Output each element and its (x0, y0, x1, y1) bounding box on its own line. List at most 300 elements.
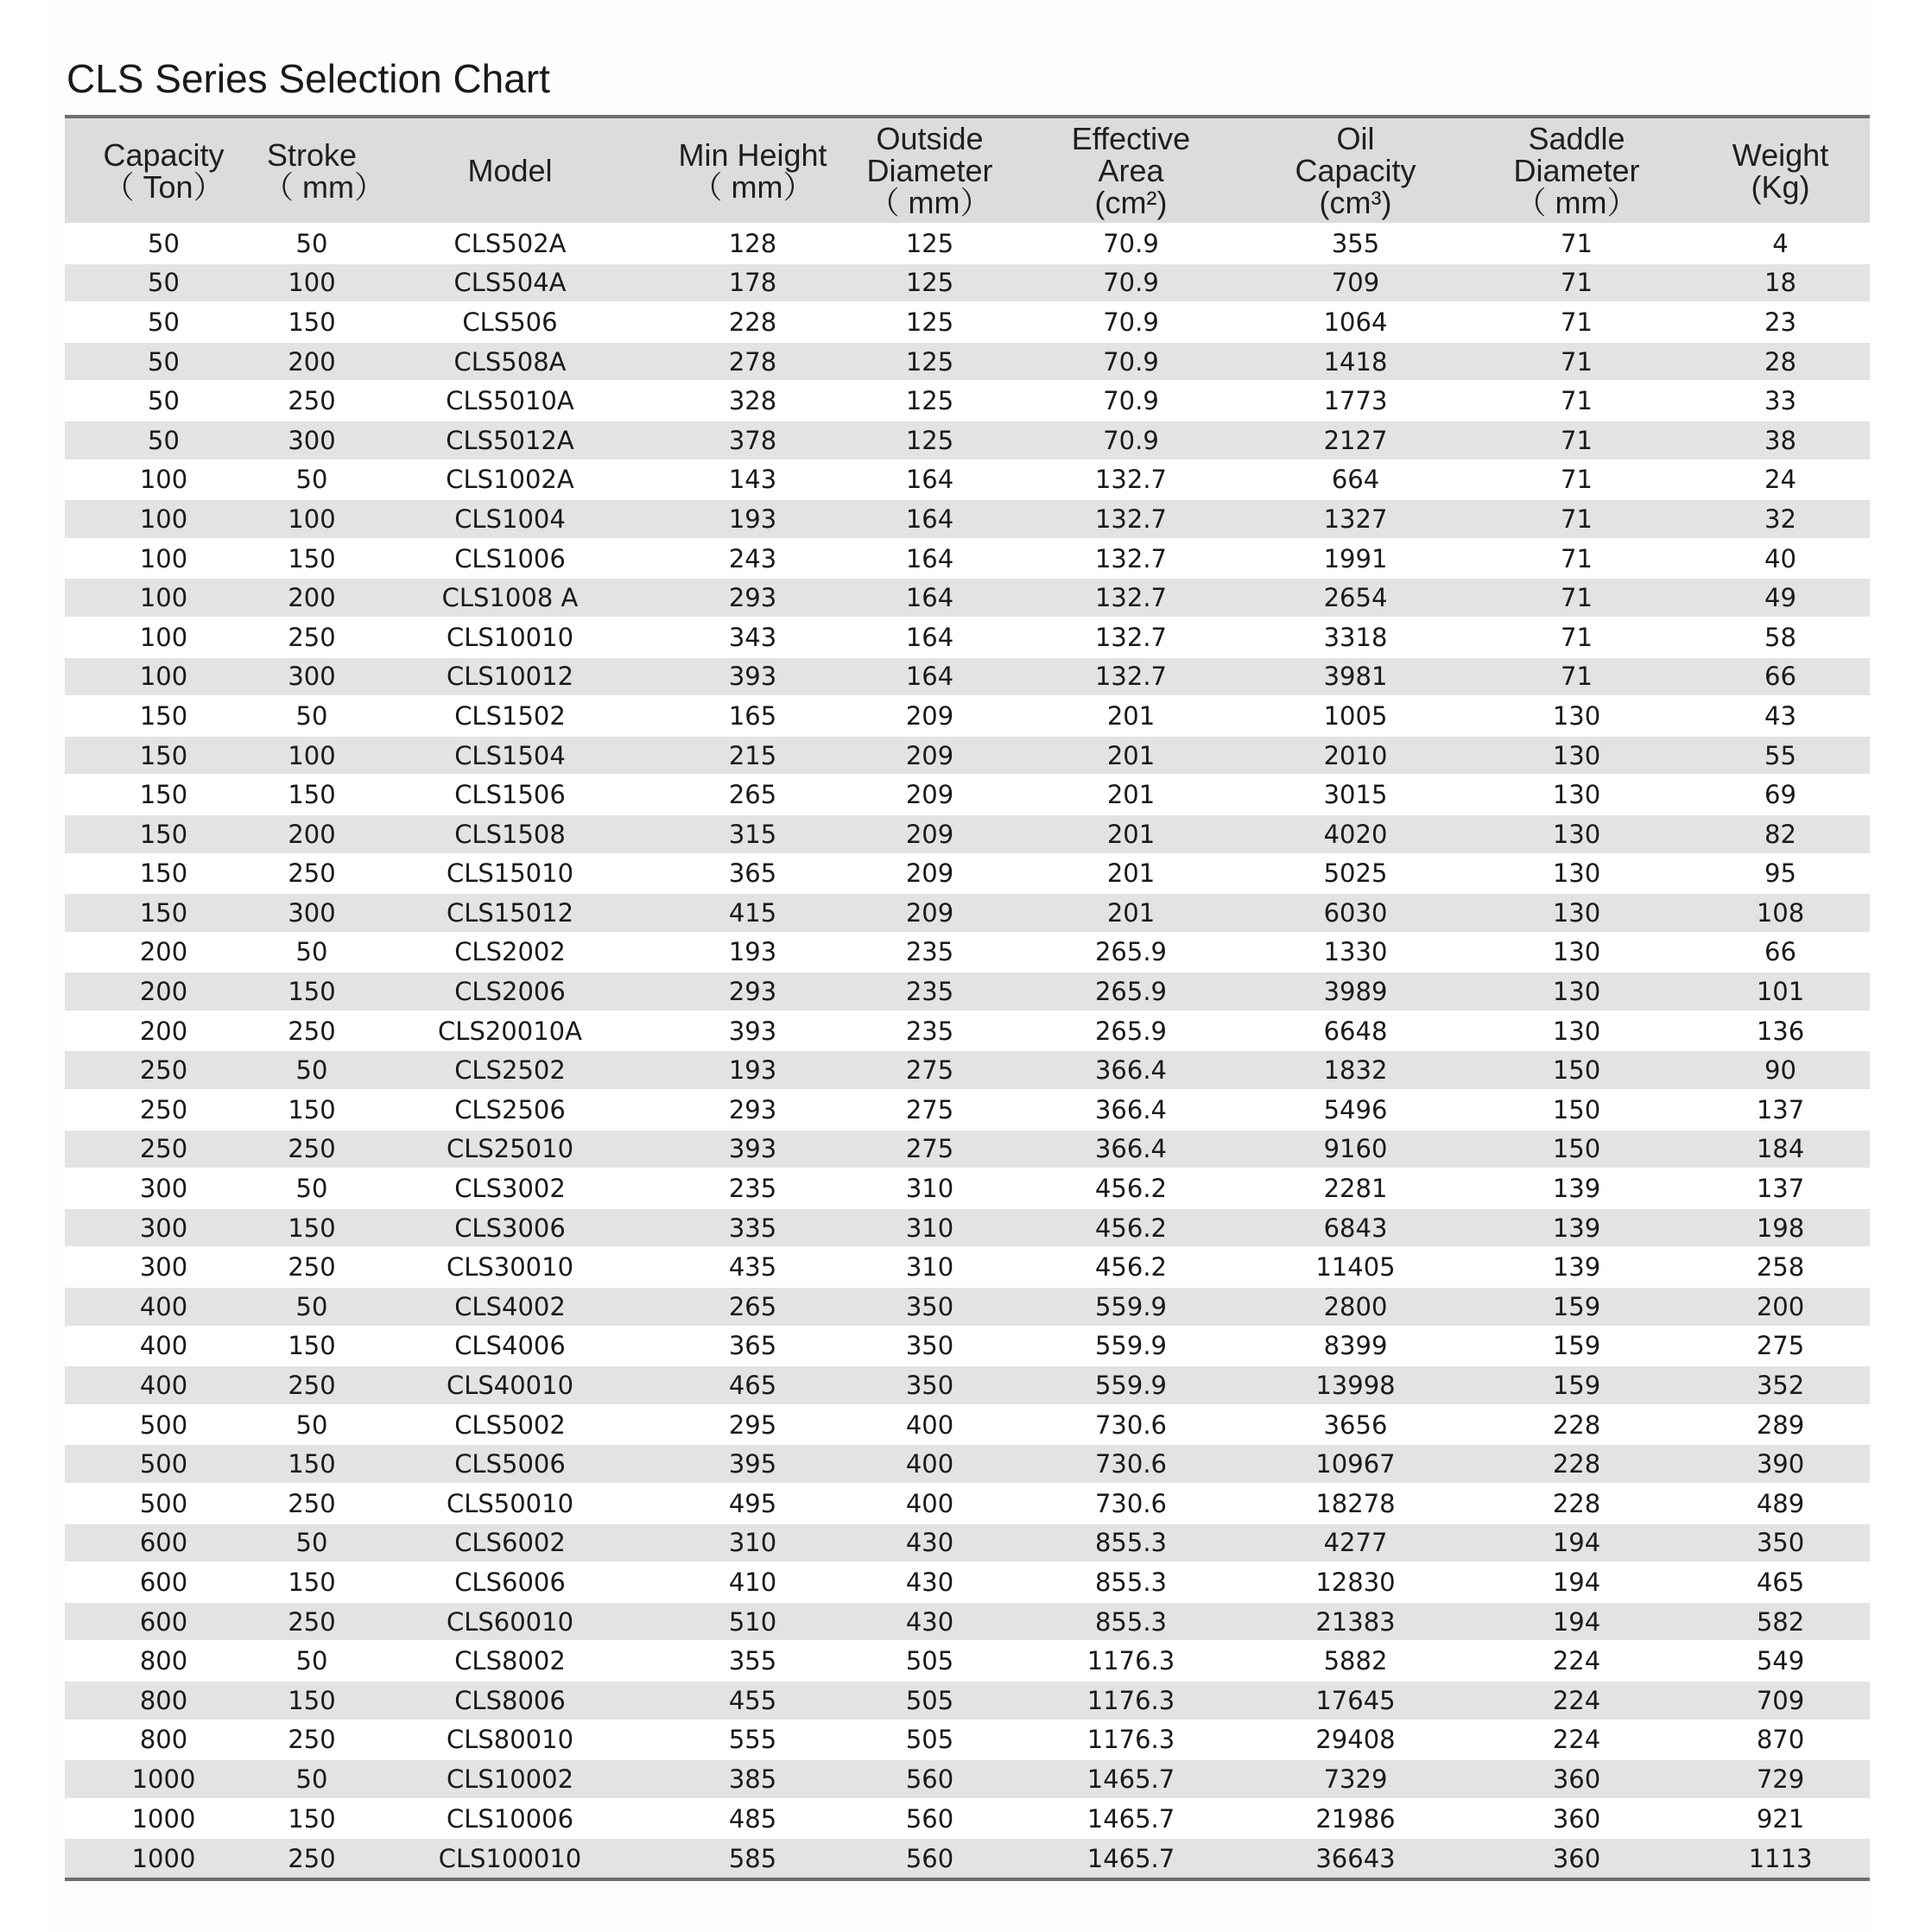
column-header-line: （ mm） (263, 168, 385, 205)
table-row (65, 460, 1870, 500)
cell-stroke: 50 (263, 1169, 361, 1208)
table-row (65, 1523, 1870, 1563)
cell-effective-area: 265.9 (1013, 972, 1249, 1011)
cell-outside-diameter: 505 (846, 1720, 1013, 1760)
cell-outside-diameter: 164 (846, 618, 1013, 657)
cell-weight: 40 (1691, 539, 1870, 579)
cell-model: CLS60010 (361, 1602, 659, 1642)
cell-oil-capacity: 1991 (1249, 539, 1462, 579)
table-row (65, 1405, 1870, 1445)
cell-min-height: 293 (659, 972, 846, 1011)
cell-capacity: 400 (65, 1287, 263, 1327)
cell-saddle-diameter: 139 (1462, 1169, 1691, 1208)
cell-min-height: 485 (659, 1799, 846, 1839)
cell-saddle-diameter: 228 (1462, 1484, 1691, 1523)
cell-weight: 184 (1691, 1130, 1870, 1169)
cell-model: CLS2506 (361, 1090, 659, 1130)
cell-effective-area: 70.9 (1013, 224, 1249, 263)
cell-capacity: 500 (65, 1405, 263, 1445)
column-header-capacity (65, 118, 263, 224)
cell-effective-area: 855.3 (1013, 1562, 1249, 1602)
cell-model: CLS2502 (361, 1050, 659, 1090)
cell-oil-capacity: 6843 (1249, 1208, 1462, 1248)
cell-outside-diameter: 350 (846, 1327, 1013, 1366)
cell-min-height: 128 (659, 224, 846, 263)
cell-stroke: 250 (263, 1130, 361, 1169)
table-row (65, 1641, 1870, 1681)
cell-model: CLS1006 (361, 539, 659, 579)
cell-stroke: 50 (263, 1287, 361, 1327)
cell-saddle-diameter: 130 (1462, 1011, 1691, 1051)
table-row (65, 578, 1870, 618)
cell-min-height: 178 (659, 263, 846, 303)
column-header-line: (cm³) (1319, 185, 1392, 220)
cell-outside-diameter: 350 (846, 1365, 1013, 1405)
column-header-line: Model (467, 153, 553, 188)
table-row (65, 893, 1870, 933)
cell-weight: 58 (1691, 618, 1870, 657)
cell-saddle-diameter: 130 (1462, 893, 1691, 933)
cell-outside-diameter: 209 (846, 775, 1013, 814)
cell-stroke: 50 (263, 933, 361, 972)
cell-oil-capacity: 1832 (1249, 1050, 1462, 1090)
cell-stroke: 200 (263, 342, 361, 382)
cell-weight: 729 (1691, 1759, 1870, 1799)
cell-capacity: 50 (65, 224, 263, 263)
cell-capacity: 600 (65, 1562, 263, 1602)
cell-effective-area: 559.9 (1013, 1327, 1249, 1366)
cell-stroke: 100 (263, 499, 361, 539)
cell-capacity: 600 (65, 1602, 263, 1642)
cell-oil-capacity: 5496 (1249, 1090, 1462, 1130)
cell-oil-capacity: 709 (1249, 263, 1462, 303)
cell-model: CLS10002 (361, 1759, 659, 1799)
cell-saddle-diameter: 130 (1462, 736, 1691, 776)
cell-weight: 289 (1691, 1405, 1870, 1445)
cell-stroke: 300 (263, 421, 361, 460)
cell-oil-capacity: 5025 (1249, 854, 1462, 894)
cell-model: CLS504A (361, 263, 659, 303)
table-row (65, 381, 1870, 421)
selection-table (65, 118, 1870, 1878)
cell-weight: 137 (1691, 1090, 1870, 1130)
cell-outside-diameter: 400 (846, 1484, 1013, 1523)
cell-min-height: 343 (659, 618, 846, 657)
cell-capacity: 200 (65, 1011, 263, 1051)
cell-outside-diameter: 400 (846, 1405, 1013, 1445)
cell-capacity: 50 (65, 381, 263, 421)
cell-stroke: 250 (263, 1720, 361, 1760)
column-header-line: （ mm） (691, 168, 814, 205)
cell-min-height: 395 (659, 1444, 846, 1484)
cell-model: CLS5006 (361, 1444, 659, 1484)
cell-weight: 870 (1691, 1720, 1870, 1760)
cell-min-height: 243 (659, 539, 846, 579)
cell-effective-area: 201 (1013, 814, 1249, 854)
cell-oil-capacity: 18278 (1249, 1484, 1462, 1523)
cell-model: CLS1008 A (361, 578, 659, 618)
cell-capacity: 150 (65, 775, 263, 814)
cell-saddle-diameter: 150 (1462, 1050, 1691, 1090)
cell-capacity: 500 (65, 1444, 263, 1484)
cell-effective-area: 265.9 (1013, 933, 1249, 972)
table-row (65, 539, 1870, 579)
cell-saddle-diameter: 139 (1462, 1208, 1691, 1248)
column-header-line: (Kg) (1751, 168, 1810, 205)
cell-min-height: 165 (659, 696, 846, 736)
table-row (65, 933, 1870, 972)
cell-min-height: 555 (659, 1720, 846, 1760)
cell-weight: 82 (1691, 814, 1870, 854)
cell-capacity: 800 (65, 1720, 263, 1760)
table-row (65, 1287, 1870, 1327)
table-row (65, 1365, 1870, 1405)
column-header-line: Weight (1732, 136, 1829, 173)
cell-weight: 1113 (1691, 1838, 1870, 1878)
cell-outside-diameter: 209 (846, 893, 1013, 933)
cell-saddle-diameter: 360 (1462, 1759, 1691, 1799)
selection-chart (65, 115, 1870, 1881)
cell-saddle-diameter: 71 (1462, 302, 1691, 342)
cell-capacity: 400 (65, 1365, 263, 1405)
cell-stroke: 100 (263, 263, 361, 303)
cell-capacity: 250 (65, 1090, 263, 1130)
table-body (65, 224, 1870, 1878)
cell-weight: 136 (1691, 1011, 1870, 1051)
cell-capacity: 100 (65, 539, 263, 579)
cell-saddle-diameter: 159 (1462, 1287, 1691, 1327)
column-header-line: Area (1098, 153, 1164, 188)
cell-stroke: 300 (263, 893, 361, 933)
cell-model: CLS20010A (361, 1011, 659, 1051)
cell-outside-diameter: 430 (846, 1523, 1013, 1563)
cell-outside-diameter: 430 (846, 1562, 1013, 1602)
cell-effective-area: 201 (1013, 775, 1249, 814)
cell-weight: 32 (1691, 499, 1870, 539)
cell-model: CLS25010 (361, 1130, 659, 1169)
cell-capacity: 800 (65, 1641, 263, 1681)
cell-oil-capacity: 4020 (1249, 814, 1462, 854)
cell-weight: 352 (1691, 1365, 1870, 1405)
table-row (65, 1759, 1870, 1799)
cell-model: CLS8006 (361, 1681, 659, 1720)
cell-stroke: 150 (263, 1562, 361, 1602)
cell-capacity: 800 (65, 1681, 263, 1720)
cell-effective-area: 132.7 (1013, 578, 1249, 618)
table-row (65, 696, 1870, 736)
table-row (65, 263, 1870, 303)
cell-stroke: 250 (263, 854, 361, 894)
cell-weight: 90 (1691, 1050, 1870, 1090)
table-row (65, 657, 1870, 697)
cell-effective-area: 730.6 (1013, 1484, 1249, 1523)
cell-saddle-diameter: 71 (1462, 657, 1691, 697)
cell-stroke: 50 (263, 1050, 361, 1090)
cell-oil-capacity: 2010 (1249, 736, 1462, 776)
cell-effective-area: 265.9 (1013, 1011, 1249, 1051)
cell-effective-area: 201 (1013, 854, 1249, 894)
column-header-stroke (263, 118, 385, 224)
cell-weight: 350 (1691, 1523, 1870, 1563)
cell-saddle-diameter: 130 (1462, 933, 1691, 972)
cell-stroke: 150 (263, 1444, 361, 1484)
cell-saddle-diameter: 71 (1462, 381, 1691, 421)
table-row (65, 1050, 1870, 1090)
cell-oil-capacity: 2654 (1249, 578, 1462, 618)
cell-model: CLS40010 (361, 1365, 659, 1405)
cell-min-height: 415 (659, 893, 846, 933)
cell-min-height: 355 (659, 1641, 846, 1681)
table-row (65, 1720, 1870, 1760)
cell-model: CLS15012 (361, 893, 659, 933)
cell-saddle-diameter: 130 (1462, 854, 1691, 894)
cell-saddle-diameter: 71 (1462, 342, 1691, 382)
cell-outside-diameter: 275 (846, 1090, 1013, 1130)
cell-oil-capacity: 3318 (1249, 618, 1462, 657)
cell-stroke: 50 (263, 1641, 361, 1681)
table-row (65, 499, 1870, 539)
column-header-line: Capacity (1295, 153, 1416, 188)
cell-oil-capacity: 3656 (1249, 1405, 1462, 1445)
cell-outside-diameter: 400 (846, 1444, 1013, 1484)
column-header-line: Oil (1336, 121, 1375, 156)
cell-oil-capacity: 3015 (1249, 775, 1462, 814)
cell-effective-area: 70.9 (1013, 421, 1249, 460)
cell-oil-capacity: 11405 (1249, 1247, 1462, 1287)
cell-capacity: 250 (65, 1130, 263, 1169)
cell-effective-area: 855.3 (1013, 1602, 1249, 1642)
cell-saddle-diameter: 224 (1462, 1681, 1691, 1720)
cell-capacity: 200 (65, 933, 263, 972)
cell-effective-area: 70.9 (1013, 342, 1249, 382)
column-header-line: Diameter (866, 153, 993, 188)
cell-weight: 33 (1691, 381, 1870, 421)
cell-saddle-diameter: 71 (1462, 224, 1691, 263)
cell-saddle-diameter: 71 (1462, 263, 1691, 303)
column-header-line: （ mm） (868, 185, 991, 220)
cell-stroke: 200 (263, 814, 361, 854)
cell-effective-area: 201 (1013, 893, 1249, 933)
table-row (65, 972, 1870, 1011)
cell-saddle-diameter: 360 (1462, 1838, 1691, 1878)
cell-capacity: 100 (65, 578, 263, 618)
cell-outside-diameter: 275 (846, 1130, 1013, 1169)
cell-model: CLS15010 (361, 854, 659, 894)
table-row (65, 224, 1870, 263)
cell-weight: 95 (1691, 854, 1870, 894)
cell-capacity: 500 (65, 1484, 263, 1523)
cell-weight: 108 (1691, 893, 1870, 933)
cell-weight: 4 (1691, 224, 1870, 263)
cell-oil-capacity: 6648 (1249, 1011, 1462, 1051)
cell-outside-diameter: 310 (846, 1247, 1013, 1287)
cell-saddle-diameter: 360 (1462, 1799, 1691, 1839)
cell-effective-area: 70.9 (1013, 263, 1249, 303)
table-row (65, 421, 1870, 460)
cell-oil-capacity: 5882 (1249, 1641, 1462, 1681)
cell-stroke: 150 (263, 775, 361, 814)
cell-oil-capacity: 21383 (1249, 1602, 1462, 1642)
cell-oil-capacity: 9160 (1249, 1130, 1462, 1169)
cell-outside-diameter: 209 (846, 696, 1013, 736)
cell-oil-capacity: 7329 (1249, 1759, 1462, 1799)
cell-weight: 582 (1691, 1602, 1870, 1642)
cell-effective-area: 456.2 (1013, 1169, 1249, 1208)
table-bottom-rule (65, 1878, 1870, 1881)
cell-outside-diameter: 235 (846, 972, 1013, 1011)
cell-weight: 275 (1691, 1327, 1870, 1366)
cell-model: CLS1506 (361, 775, 659, 814)
cell-oil-capacity: 2127 (1249, 421, 1462, 460)
column-header-line: Capacity (103, 136, 225, 173)
cell-min-height: 585 (659, 1838, 846, 1878)
cell-effective-area: 559.9 (1013, 1287, 1249, 1327)
cell-outside-diameter: 310 (846, 1169, 1013, 1208)
cell-model: CLS8002 (361, 1641, 659, 1681)
cell-weight: 66 (1691, 933, 1870, 972)
cell-oil-capacity: 355 (1249, 224, 1462, 263)
table-row (65, 342, 1870, 382)
cell-capacity: 50 (65, 421, 263, 460)
cell-stroke: 150 (263, 1799, 361, 1839)
cell-effective-area: 132.7 (1013, 499, 1249, 539)
cell-stroke: 100 (263, 736, 361, 776)
cell-stroke: 300 (263, 657, 361, 697)
cell-weight: 66 (1691, 657, 1870, 697)
column-header-effective-area (1013, 118, 1249, 224)
table-row (65, 1681, 1870, 1720)
cell-min-height: 495 (659, 1484, 846, 1523)
cell-outside-diameter: 209 (846, 814, 1013, 854)
cell-model: CLS30010 (361, 1247, 659, 1287)
cell-weight: 49 (1691, 578, 1870, 618)
cell-weight: 43 (1691, 696, 1870, 736)
cell-capacity: 150 (65, 814, 263, 854)
cell-model: CLS5010A (361, 381, 659, 421)
cell-effective-area: 1176.3 (1013, 1681, 1249, 1720)
cell-min-height: 143 (659, 460, 846, 500)
cell-weight: 390 (1691, 1444, 1870, 1484)
cell-stroke: 50 (263, 224, 361, 263)
cell-oil-capacity: 1418 (1249, 342, 1462, 382)
cell-saddle-diameter: 159 (1462, 1327, 1691, 1366)
cell-min-height: 315 (659, 814, 846, 854)
cell-capacity: 150 (65, 854, 263, 894)
cell-saddle-diameter: 150 (1462, 1130, 1691, 1169)
cell-oil-capacity: 664 (1249, 460, 1462, 500)
chart-title: CLS Series Selection Chart (67, 56, 550, 101)
cell-min-height: 393 (659, 657, 846, 697)
table-row (65, 1011, 1870, 1051)
cell-oil-capacity: 1064 (1249, 302, 1462, 342)
cell-model: CLS10006 (361, 1799, 659, 1839)
cell-effective-area: 1465.7 (1013, 1799, 1249, 1839)
cell-min-height: 378 (659, 421, 846, 460)
cell-min-height: 278 (659, 342, 846, 382)
cell-min-height: 410 (659, 1562, 846, 1602)
cell-effective-area: 132.7 (1013, 460, 1249, 500)
cell-effective-area: 730.6 (1013, 1405, 1249, 1445)
cell-min-height: 193 (659, 1050, 846, 1090)
cell-weight: 549 (1691, 1641, 1870, 1681)
cell-model: CLS2002 (361, 933, 659, 972)
cell-model: CLS10012 (361, 657, 659, 697)
cell-outside-diameter: 275 (846, 1050, 1013, 1090)
cell-oil-capacity: 21986 (1249, 1799, 1462, 1839)
cell-saddle-diameter: 228 (1462, 1444, 1691, 1484)
cell-stroke: 50 (263, 1759, 361, 1799)
cell-weight: 69 (1691, 775, 1870, 814)
cell-model: CLS2006 (361, 972, 659, 1011)
cell-weight: 489 (1691, 1484, 1870, 1523)
column-header-min-height (659, 118, 846, 224)
cell-oil-capacity: 17645 (1249, 1681, 1462, 1720)
column-header-line: （ Ton） (103, 168, 225, 205)
cell-capacity: 600 (65, 1523, 263, 1563)
cell-min-height: 455 (659, 1681, 846, 1720)
table-row (65, 302, 1870, 342)
cell-weight: 101 (1691, 972, 1870, 1011)
table-row (65, 1169, 1870, 1208)
cell-outside-diameter: 164 (846, 539, 1013, 579)
cell-saddle-diameter: 150 (1462, 1090, 1691, 1130)
cell-model: CLS4002 (361, 1287, 659, 1327)
cell-model: CLS1508 (361, 814, 659, 854)
table-row (65, 1838, 1870, 1878)
cell-stroke: 50 (263, 1523, 361, 1563)
cell-min-height: 228 (659, 302, 846, 342)
column-header-line: Min Height (678, 136, 827, 173)
cell-oil-capacity: 1005 (1249, 696, 1462, 736)
cell-capacity: 50 (65, 263, 263, 303)
cell-stroke: 250 (263, 1484, 361, 1523)
cell-oil-capacity: 1330 (1249, 933, 1462, 972)
cell-model: CLS80010 (361, 1720, 659, 1760)
cell-effective-area: 1465.7 (1013, 1838, 1249, 1878)
cell-saddle-diameter: 130 (1462, 972, 1691, 1011)
table-row (65, 1327, 1870, 1366)
cell-model: CLS3002 (361, 1169, 659, 1208)
cell-capacity: 400 (65, 1327, 263, 1366)
cell-outside-diameter: 164 (846, 499, 1013, 539)
cell-model: CLS5002 (361, 1405, 659, 1445)
cell-outside-diameter: 125 (846, 342, 1013, 382)
cell-min-height: 265 (659, 775, 846, 814)
cell-model: CLS10010 (361, 618, 659, 657)
column-header-saddle-diameter (1462, 118, 1691, 224)
cell-weight: 24 (1691, 460, 1870, 500)
cell-weight: 18 (1691, 263, 1870, 303)
table-row (65, 736, 1870, 776)
cell-min-height: 465 (659, 1365, 846, 1405)
cell-effective-area: 201 (1013, 696, 1249, 736)
cell-model: CLS3006 (361, 1208, 659, 1248)
column-header-weight (1691, 118, 1870, 224)
cell-min-height: 435 (659, 1247, 846, 1287)
cell-model: CLS506 (361, 302, 659, 342)
cell-stroke: 150 (263, 539, 361, 579)
cell-oil-capacity: 4277 (1249, 1523, 1462, 1563)
cell-min-height: 293 (659, 578, 846, 618)
table-row (65, 618, 1870, 657)
cell-saddle-diameter: 71 (1462, 421, 1691, 460)
cell-weight: 465 (1691, 1562, 1870, 1602)
cell-capacity: 100 (65, 657, 263, 697)
cell-weight: 198 (1691, 1208, 1870, 1248)
cell-outside-diameter: 125 (846, 421, 1013, 460)
cell-oil-capacity: 13998 (1249, 1365, 1462, 1405)
cell-min-height: 335 (659, 1208, 846, 1248)
